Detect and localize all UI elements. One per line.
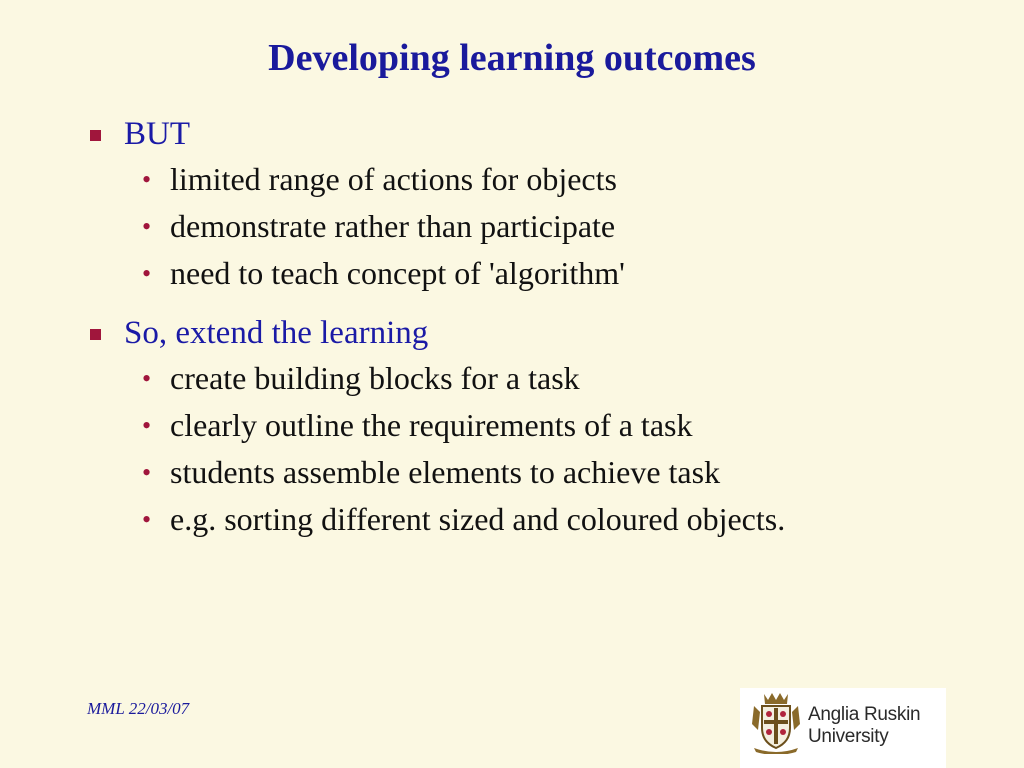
bullet-heading-text: So, extend the learning [124,315,429,351]
sub-bullet-text: clearly outline the requirements of a task [170,407,693,443]
dot-bullet-icon: • [142,411,152,440]
sub-bullet-text: demonstrate rather than participate [170,208,616,244]
dot-bullet-icon: • [142,165,152,194]
sub-bullet [142,496,986,543]
slide-content [86,112,986,557]
sub-bullet [142,203,986,250]
bullet-heading [86,112,986,156]
sub-bullet [142,355,986,402]
dot-bullet-icon: • [142,505,152,534]
bullet-heading [86,311,986,355]
sub-bullet [142,402,986,449]
logo-wordmark [808,704,920,748]
dot-bullet-icon: • [142,364,152,393]
slide-title: Developing learning outcomes [268,37,756,79]
bullet-section-extend [86,311,986,543]
square-bullet-icon [90,130,101,141]
bullet-heading-text: BUT [124,116,190,152]
logo-line-2: University [808,726,889,747]
crest-icon [750,690,802,754]
sub-bullet-text: limited range of actions for objects [170,161,617,197]
dot-bullet-icon: • [142,259,152,288]
sub-bullet-text: students assemble elements to achieve task [170,454,721,490]
sub-bullet [142,449,986,496]
dot-bullet-icon: • [142,458,152,487]
square-bullet-icon [90,329,101,340]
dot-bullet-icon: • [142,212,152,241]
sub-bullet-text: create building blocks for a task [170,360,580,396]
sub-bullet-text: e.g. sorting different sized and coloured objects. [170,501,786,537]
sub-bullet [142,250,986,297]
logo-line-1: Anglia Ruskin [808,704,921,725]
sub-bullet-text: need to teach concept of 'algorithm' [170,255,625,291]
slide-footer: MML 22/03/07 [87,699,190,718]
sub-bullet [142,156,986,203]
university-logo [740,688,946,768]
bullet-section-but [86,112,986,297]
